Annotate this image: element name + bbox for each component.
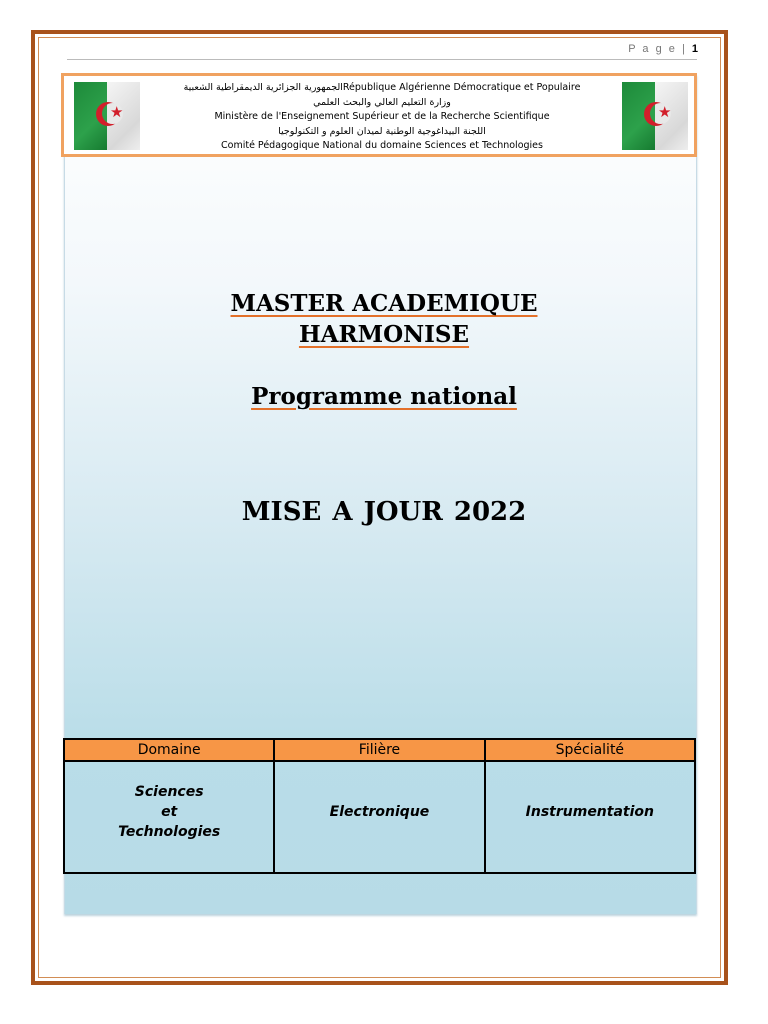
programme-title-text: Programme national	[251, 383, 517, 410]
table-header-row	[64, 739, 695, 761]
master-title-line-2: HARMONISE	[298, 321, 470, 348]
algeria-flag-icon: ★	[74, 82, 140, 150]
filiere-value: Electronique	[329, 804, 430, 820]
table-row	[64, 761, 695, 873]
header-rule	[67, 59, 697, 60]
page-number	[540, 43, 698, 55]
algeria-flag-icon: ★	[622, 82, 688, 150]
master-title	[64, 288, 704, 350]
header-line-2: وزارة التعليم العالي والبحث العلمي	[313, 96, 451, 108]
table-header-specialite: Spécialité	[485, 739, 695, 761]
domaine-line-2: et	[161, 804, 178, 820]
cell-filiere	[274, 761, 484, 873]
header-text	[144, 81, 620, 154]
header-line-3: Ministère de l'Enseignement Supérieur et de la Recherche Scientifique	[214, 111, 550, 122]
domaine-line-3: Technologies	[118, 824, 221, 840]
table-header-filiere: Filière	[274, 739, 484, 761]
table-header-domaine: Domaine	[64, 739, 274, 761]
programme-title	[64, 383, 704, 410]
ministry-header	[61, 73, 697, 157]
master-title-line-1: MASTER ACADEMIQUE	[230, 290, 538, 317]
specialite-value: Instrumentation	[525, 804, 654, 820]
cell-domaine	[64, 761, 274, 873]
page-label: P a g e |	[628, 43, 687, 55]
page-number-value: 1	[691, 43, 698, 55]
update-title: MISE A JOUR 2022	[241, 497, 527, 527]
header-line-5: Comité Pédagogique National du domaine Sciences et Technologies	[221, 140, 543, 151]
cell-specialite	[485, 761, 695, 873]
header-line-4: اللجنة البيداغوجية الوطنية لميدان العلوم و التكنولوجيا	[278, 125, 486, 137]
header-line-1: الجمهورية الجزائرية الديمقراطية الشعبيةRépublique Algérienne Démocratique et Populaire	[183, 82, 581, 93]
specialty-table	[63, 738, 696, 874]
domaine-line-1: Sciences	[134, 784, 204, 800]
